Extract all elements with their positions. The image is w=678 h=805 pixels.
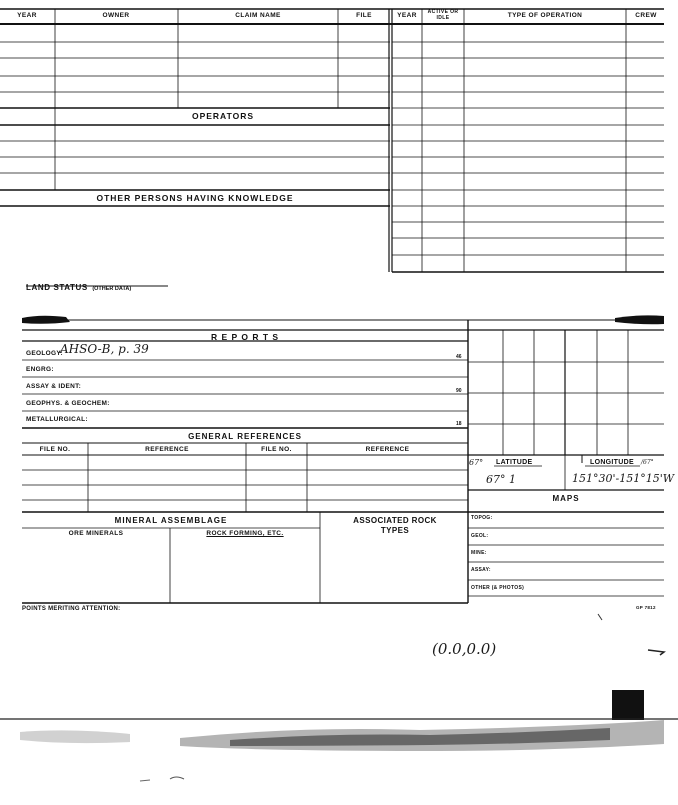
gr-col-reference-1: REFERENCE <box>145 446 189 453</box>
mineral-assemblage-heading: MINERAL ASSEMBLAGE <box>114 516 228 525</box>
rock-forming-header: ROCK FORMING, ETC. <box>206 530 284 537</box>
maps-topog: TOPOG: <box>471 515 493 521</box>
report-metallurgical-label: METALLURGICAL: <box>26 416 88 423</box>
lon-prefix: /67° <box>641 459 654 466</box>
gr-col-reference-2: REFERENCE <box>365 446 410 453</box>
land-status-note: (OTHER DATA) <box>92 286 132 292</box>
report-assay-label: ASSAY & IDENT: <box>26 383 82 390</box>
maps-heading: MAPS <box>552 494 580 503</box>
report-engrg-label: ENGRG: <box>26 366 54 373</box>
latitude-label: LATITUDE <box>496 459 533 466</box>
land-status-label <box>26 277 131 295</box>
associated-rock-types: ASSOCIATED ROCK TYPES <box>353 516 437 535</box>
report-assay-num: 90 <box>456 388 462 394</box>
report-geophys-label: GEOPHYS. & GEOCHEM: <box>26 400 110 407</box>
reports-heading: R E P O R T S <box>210 332 280 342</box>
maps-other: OTHER (& PHOTOS) <box>471 585 525 591</box>
maps-mine: MINE: <box>471 550 487 556</box>
land-status-title: LAND STATUS <box>26 283 88 292</box>
col-year: YEAR <box>17 12 37 19</box>
longitude-label: LONGITUDE <box>590 459 634 466</box>
col-file: FILE <box>356 12 372 19</box>
col-type-of-operation: TYPE OF OPERATION <box>507 12 583 19</box>
report-geology-num: 46 <box>456 354 462 360</box>
maps-geol: GEOL: <box>471 533 489 539</box>
longitude-value: 151°30'-151°15'W <box>572 472 675 485</box>
col-active-idle: ACTIVE OR IDLE <box>427 9 459 21</box>
report-geology-label: GEOLOGY: <box>26 350 63 357</box>
col-owner: OWNER <box>102 12 130 19</box>
report-metallurgical-num: 18 <box>456 421 462 427</box>
latitude-value: 67° 1 <box>486 473 516 486</box>
maps-assay: ASSAY: <box>471 567 491 573</box>
col-ops-year: YEAR <box>397 12 417 19</box>
ore-minerals-header: ORE MINERALS <box>68 530 124 537</box>
gr-col-file-no-1: FILE NO. <box>39 446 71 453</box>
knowledge-heading: OTHER PERSONS HAVING KNOWLEDGE <box>96 193 294 203</box>
lat-prefix: 67° <box>469 458 484 467</box>
form-number: GP 7812 <box>636 605 656 610</box>
points-meriting-attention: POINTS MERITING ATTENTION: <box>22 606 121 612</box>
col-crew: CREW <box>635 12 657 19</box>
col-claim-name: CLAIM NAME <box>235 12 281 19</box>
report-geology-value: AHSO-B, p. 39 <box>60 342 149 356</box>
handwritten-coordinates: (0.0,0.0) <box>432 640 497 658</box>
operators-heading: OPERATORS <box>191 111 255 121</box>
gr-col-file-no-2: FILE NO. <box>261 446 292 453</box>
general-references-heading: GENERAL REFERENCES <box>188 432 302 441</box>
